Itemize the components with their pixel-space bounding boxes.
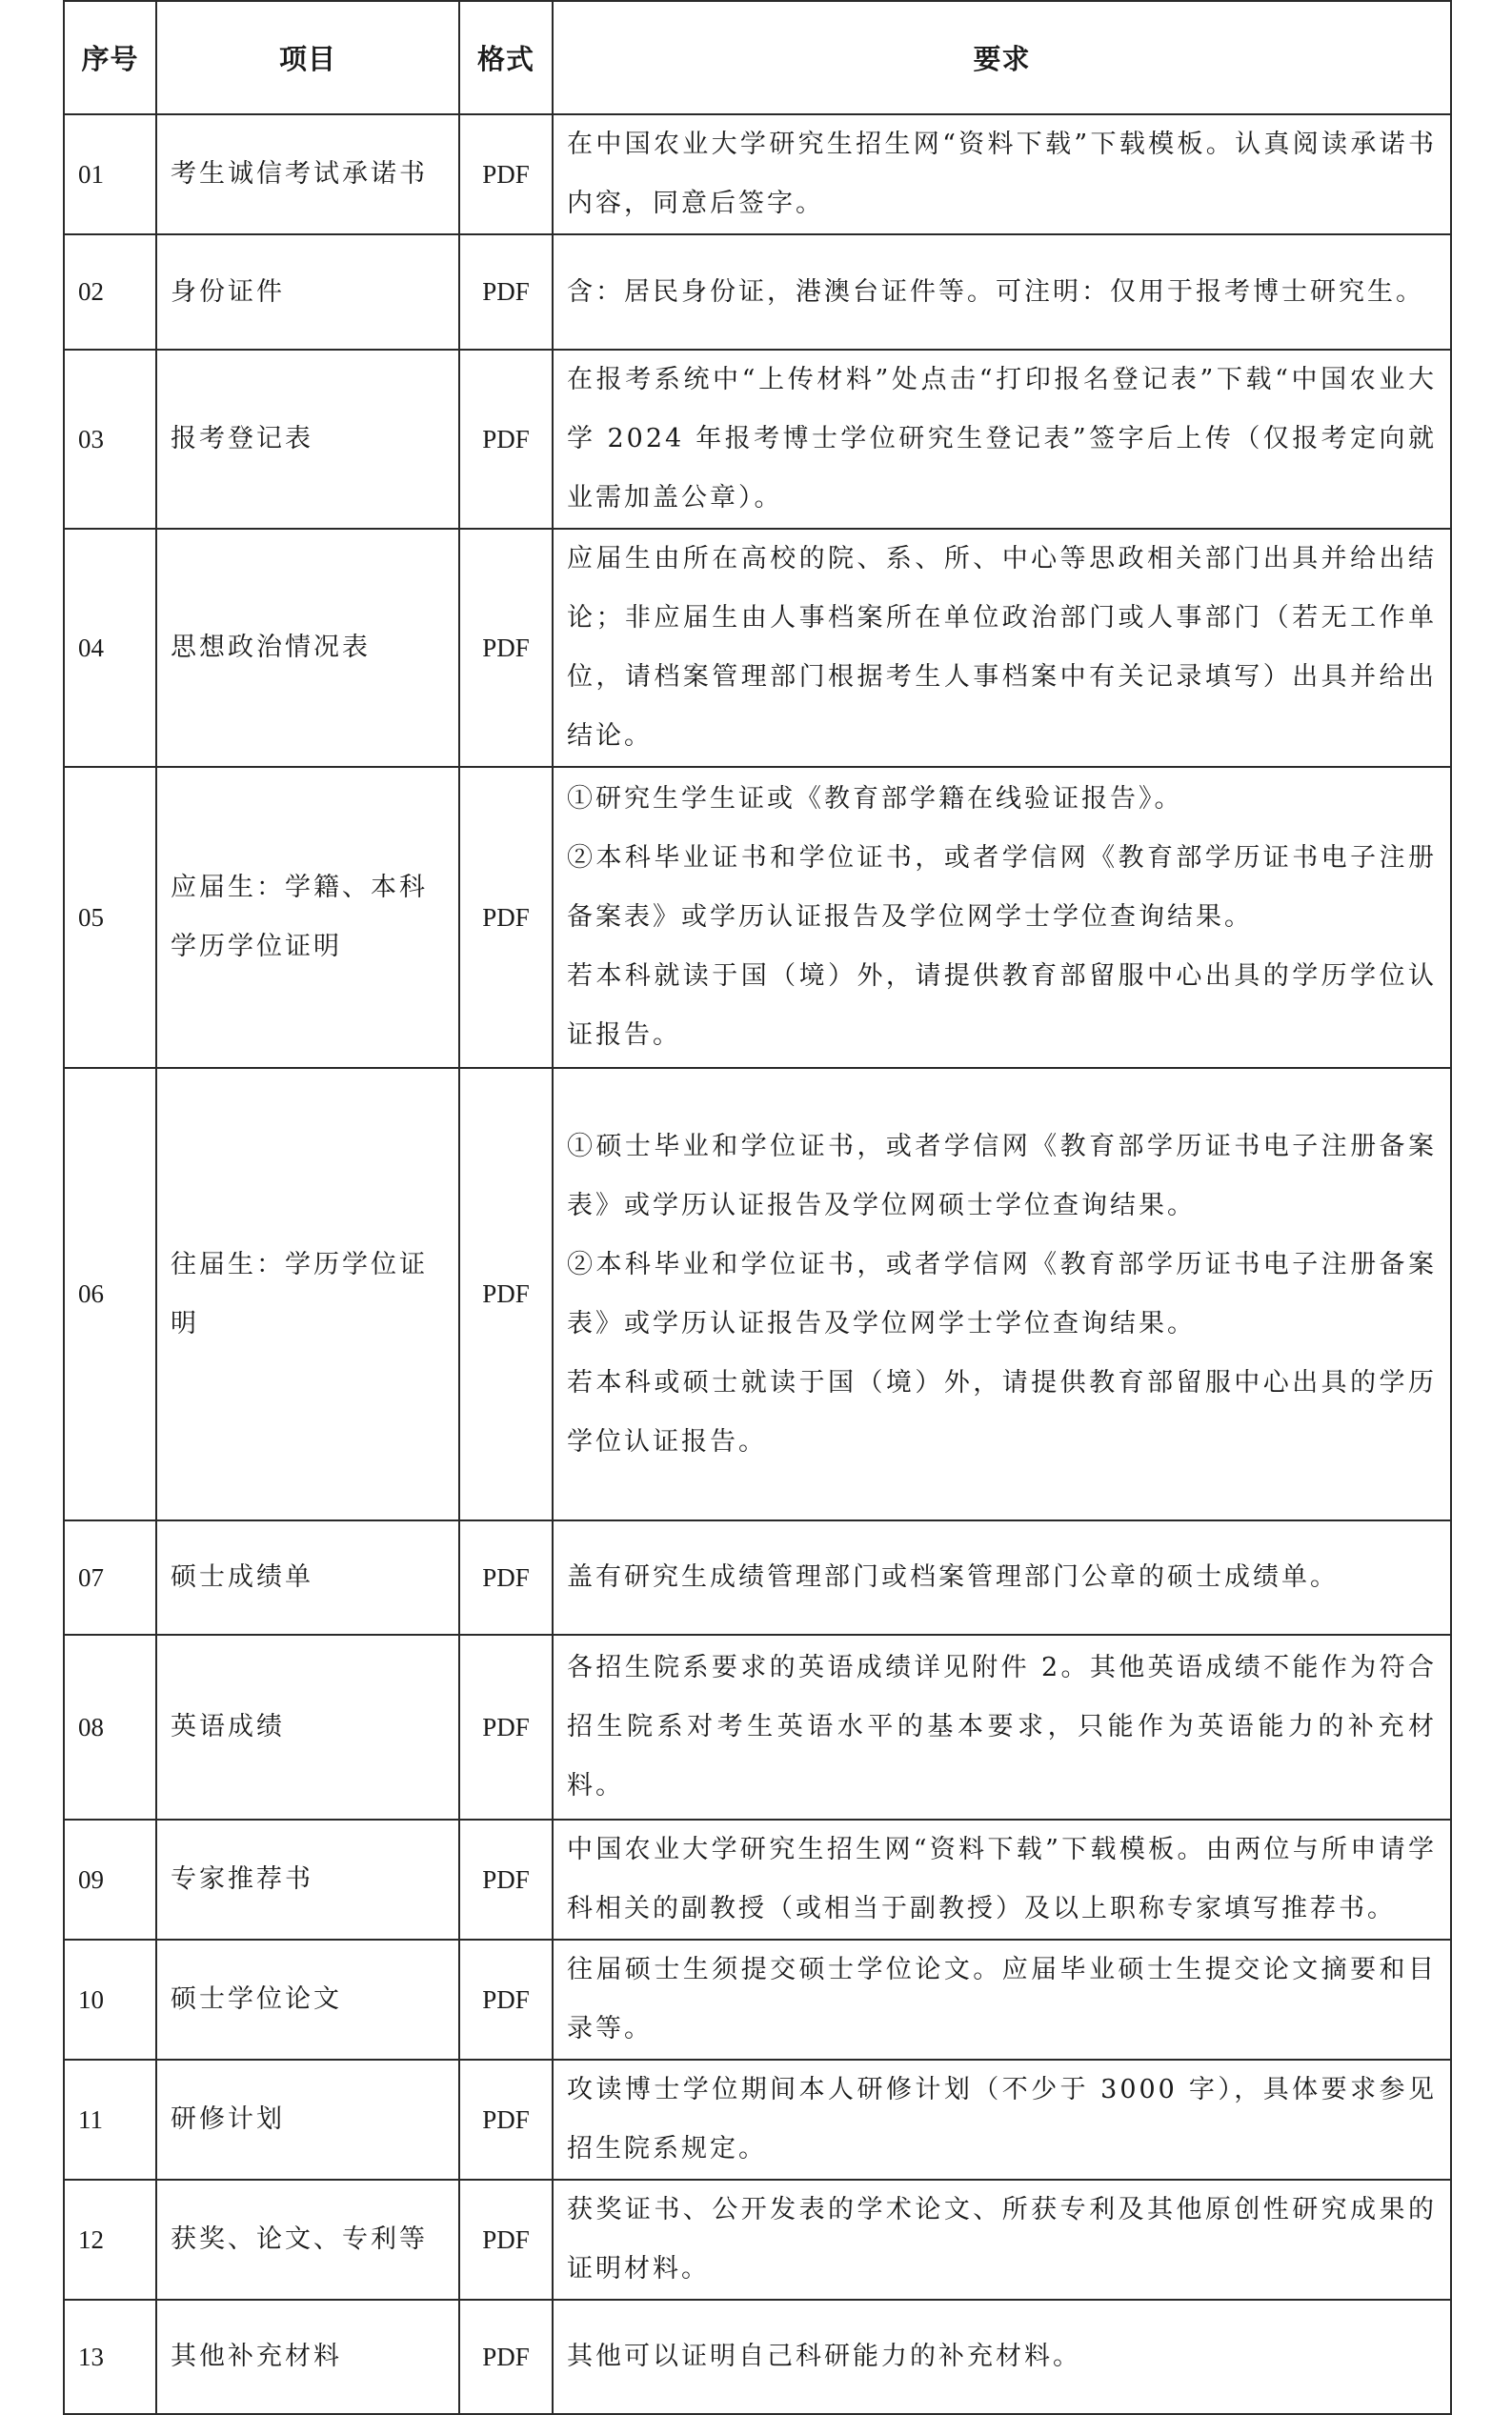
requirements-table [63, 0, 1452, 2415]
requirement-paragraph: 盖有研究生成绩管理部门或档案管理部门公章的硕士成绩单。 [567, 1562, 1339, 1592]
table-row [64, 350, 1451, 529]
row-number: 13 [64, 2300, 156, 2414]
row-format: PDF [459, 2180, 553, 2300]
row-format: PDF [459, 114, 553, 234]
row-item: 硕士成绩单 [156, 1520, 459, 1635]
requirement-paragraph: 往届硕士生须提交硕士学位论文。应届毕业硕士生提交论文摘要和目录等。 [567, 1955, 1437, 2043]
row-item: 身份证件 [156, 234, 459, 350]
requirement-paragraph: 在中国农业大学研究生招生网“资料下载”下载模板。认真阅读承诺书内容，同意后签字。 [567, 130, 1437, 218]
requirement-paragraph: 获奖证书、公开发表的学术论文、所获专利及其他原创性研究成果的证明材料。 [567, 2195, 1437, 2284]
row-number: 11 [64, 2060, 156, 2180]
header-requirement: 要求 [553, 1, 1451, 114]
row-format: PDF [459, 1635, 553, 1820]
row-format: PDF [459, 2060, 553, 2180]
row-number: 10 [64, 1940, 156, 2060]
requirement-paragraph: ①研究生学生证或《教育部学籍在线验证报告》。 [567, 784, 1183, 814]
row-item: 应届生：学籍、本科学历学位证明 [156, 767, 459, 1068]
row-format: PDF [459, 234, 553, 350]
requirement-paragraph: 若本科就读于国（境）外，请提供教育部留服中心出具的学历学位认证报告。 [567, 961, 1437, 1050]
requirement-paragraph: ②本科毕业和学位证书，或者学信网《教育部学历证书电子注册备案表》或学历认证报告及学位网学士学位查询结果。 [567, 1249, 1437, 1338]
row-format: PDF [459, 1068, 553, 1520]
requirement-paragraph: 应届生由所在高校的院、系、所、中心等思政相关部门出具并给出结论；非应届生由人事档案所在单位政治部门或人事部门（若无工作单位，请档案管理部门根据考生人事档案中有关记录填写）出具并给出结论。 [567, 544, 1437, 751]
requirement-paragraph: 含：居民身份证，港澳台证件等。可注明：仅用于报考博士研究生。 [567, 276, 1424, 307]
table-row [64, 234, 1451, 350]
row-number: 03 [64, 350, 156, 529]
row-requirement [553, 114, 1451, 234]
row-number: 09 [64, 1820, 156, 1940]
table-row [64, 2060, 1451, 2180]
row-format: PDF [459, 350, 553, 529]
requirement-paragraph: 若本科或硕士就读于国（境）外，请提供教育部留服中心出具的学历学位认证报告。 [567, 1367, 1437, 1457]
row-format: PDF [459, 1520, 553, 1635]
row-item: 获奖、论文、专利等 [156, 2180, 459, 2300]
row-requirement [553, 1068, 1451, 1520]
row-number: 07 [64, 1520, 156, 1635]
row-requirement [553, 1820, 1451, 1940]
row-item: 研修计划 [156, 2060, 459, 2180]
row-format: PDF [459, 1820, 553, 1940]
row-item: 思想政治情况表 [156, 529, 459, 767]
table-row [64, 1520, 1451, 1635]
header-item: 项目 [156, 1, 459, 114]
row-number: 06 [64, 1068, 156, 1520]
row-format: PDF [459, 529, 553, 767]
requirement-paragraph: ②本科毕业证书和学位证书，或者学信网《教育部学历证书电子注册备案表》或学历认证报告及学位网学士学位查询结果。 [567, 843, 1437, 932]
table-header-row [64, 1, 1451, 114]
requirement-paragraph: 在报考系统中“上传材料”处点击“打印报名登记表”下载“中国农业大学 2024 年报考博士学位研究生登记表”签字后上传（仅报考定向就业需加盖公章）。 [567, 365, 1437, 513]
row-item: 报考登记表 [156, 350, 459, 529]
row-item: 专家推荐书 [156, 1820, 459, 1940]
requirement-paragraph: 各招生院系要求的英语成绩详见附件 2。其他英语成绩不能作为符合招生院系对考生英语水平的基本要求，只能作为英语能力的补充材料。 [567, 1653, 1437, 1801]
row-number: 02 [64, 234, 156, 350]
table-row [64, 1068, 1451, 1520]
table-row [64, 1820, 1451, 1940]
row-format: PDF [459, 1940, 553, 2060]
row-format: PDF [459, 2300, 553, 2414]
table-row [64, 2300, 1451, 2414]
row-item: 往届生：学历学位证明 [156, 1068, 459, 1520]
header-no: 序号 [64, 1, 156, 114]
row-item: 考生诚信考试承诺书 [156, 114, 459, 234]
row-number: 12 [64, 2180, 156, 2300]
row-requirement [553, 1940, 1451, 2060]
requirement-paragraph: ①硕士毕业和学位证书，或者学信网《教育部学历证书电子注册备案表》或学历认证报告及学位网硕士学位查询结果。 [567, 1131, 1437, 1220]
row-requirement [553, 1635, 1451, 1820]
row-requirement [553, 529, 1451, 767]
row-item: 英语成绩 [156, 1635, 459, 1820]
table-row [64, 2180, 1451, 2300]
row-requirement [553, 234, 1451, 350]
row-item: 硕士学位论文 [156, 1940, 459, 2060]
row-format: PDF [459, 767, 553, 1068]
table-row [64, 767, 1451, 1068]
table-row [64, 114, 1451, 234]
row-requirement [553, 767, 1451, 1068]
row-requirement [553, 2180, 1451, 2300]
row-requirement [553, 1520, 1451, 1635]
requirement-paragraph: 攻读博士学位期间本人研修计划（不少于 3000 字），具体要求参见招生院系规定。 [567, 2075, 1437, 2163]
table-row [64, 529, 1451, 767]
table-row [64, 1940, 1451, 2060]
row-requirement [553, 2060, 1451, 2180]
row-item: 其他补充材料 [156, 2300, 459, 2414]
header-format: 格式 [459, 1, 553, 114]
requirement-paragraph: 其他可以证明自己科研能力的补充材料。 [567, 2342, 1081, 2371]
row-number: 04 [64, 529, 156, 767]
row-number: 01 [64, 114, 156, 234]
row-requirement [553, 2300, 1451, 2414]
row-requirement [553, 350, 1451, 529]
table-row [64, 1635, 1451, 1820]
requirement-paragraph: 中国农业大学研究生招生网“资料下载”下载模板。由两位与所申请学科相关的副教授（或相当于副教授）及以上职称专家填写推荐书。 [567, 1835, 1437, 1923]
row-number: 08 [64, 1635, 156, 1820]
row-number: 05 [64, 767, 156, 1068]
